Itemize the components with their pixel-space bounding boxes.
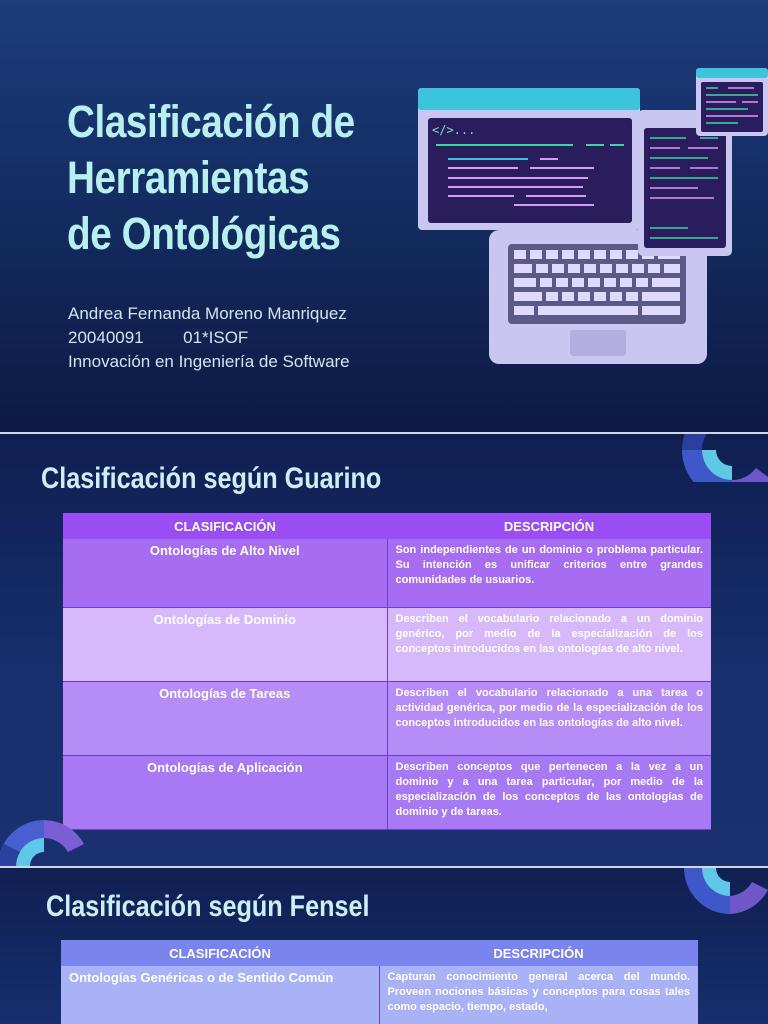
fensel-slide	[0, 868, 768, 1024]
title-slide	[0, 0, 768, 432]
column-header-descripcion: DESCRIPCIÓN	[387, 513, 711, 539]
table-row	[63, 755, 711, 829]
corner-fan-decoration	[680, 434, 768, 482]
small-window-titlebar	[696, 68, 768, 78]
table-row	[63, 681, 711, 755]
classification-cell: Ontologías de Aplicación	[63, 755, 387, 829]
code-window-titlebar	[418, 88, 640, 110]
guarino-table	[63, 513, 711, 830]
laptop-trackpad	[570, 330, 626, 356]
guarino-slide	[0, 434, 768, 866]
description-cell: Describen conceptos que pertenecen a la vez a un dominio y a una tarea particular, por medio de la especialización de los conceptos de las ontologías de dominio y de tareas.	[387, 755, 711, 829]
column-header-descripcion: DESCRIPCIÓN	[379, 940, 698, 966]
table-row	[63, 539, 711, 607]
fensel-table	[61, 940, 698, 1024]
description-cell: Describen el vocabulario relacionado a una tarea o actividad genérica, por medio de la especialización de los conceptos introducidos en las ontologías de alto nivel.	[387, 681, 711, 755]
column-header-clasificacion: CLASIFICACIÓN	[63, 513, 387, 539]
classification-cell: Ontologías Genéricas o de Sentido Común	[61, 966, 379, 1024]
table-row	[61, 966, 698, 1024]
laptop-code-illustration	[418, 68, 768, 368]
description-cell: Describen el vocabulario relacionado a un dominio genérico, por medio de la especialización de los conceptos introducidos en las ontologías de alto nivel.	[387, 607, 711, 681]
corner-fan-decoration	[0, 814, 90, 866]
course-name: Innovación en Ingeniería de Software	[68, 352, 350, 371]
student-id: 20040091	[68, 328, 144, 347]
author-name: Andrea Fernanda Moreno Manriquez	[68, 304, 347, 323]
presentation-title: Clasificación de Herramientas de Ontológicas	[67, 96, 355, 259]
code-tag-text: </>...	[432, 123, 476, 137]
slide-title: Clasificación según Fensel	[46, 890, 370, 923]
column-header-clasificacion: CLASIFICACIÓN	[61, 940, 379, 966]
small-window-screen	[701, 82, 763, 132]
description-cell: Son independientes de un dominio o problema particular. Su intención es unificar criterios entre grandes comunidades de usuarios.	[387, 539, 711, 607]
corner-fan-decoration	[680, 868, 768, 914]
table-row	[63, 607, 711, 681]
student-info	[68, 326, 248, 350]
slide-title: Clasificación según Guarino	[41, 462, 382, 495]
classification-cell: Ontologías de Tareas	[63, 681, 387, 755]
classification-cell: Ontologías de Dominio	[63, 607, 387, 681]
group-code: 01*ISOF	[183, 328, 249, 347]
description-cell: Capturan conocimiento general acerca del mundo. Proveen nociones básicas y conceptos para cosas tales como espacio, tiempo, estado,	[379, 966, 698, 1024]
classification-cell: Ontologías de Alto Nivel	[63, 539, 387, 607]
